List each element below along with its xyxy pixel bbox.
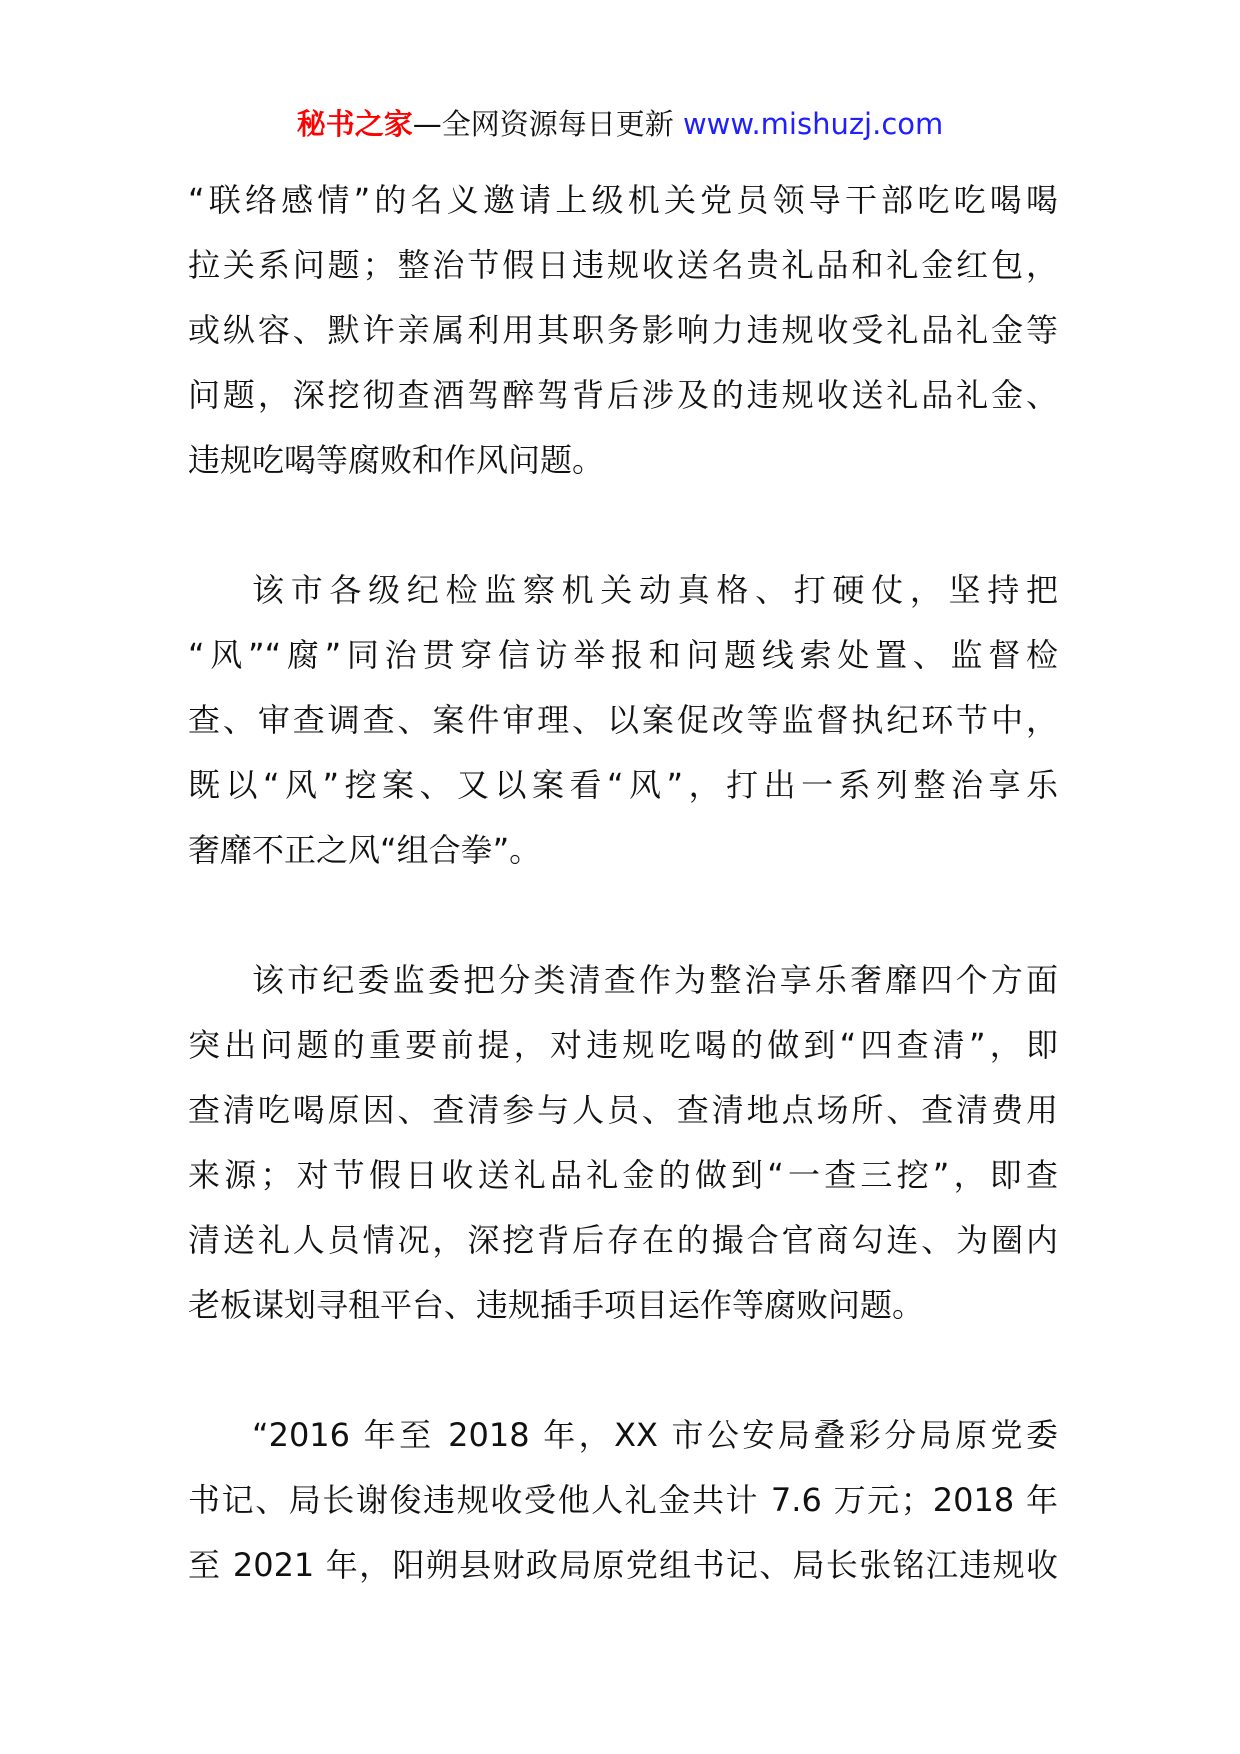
text-line: “2016 年至 2018 年，XX 市公安局叠彩分局原党委	[252, 1416, 1058, 1454]
text-line: “联络感情”的名义邀请上级机关党员领导干部吃吃喝喝	[188, 181, 1058, 219]
text-line: 或纵容、默许亲属利用其职务影响力违规收受礼品礼金等	[188, 311, 1058, 349]
brand-name: 秘书之家	[296, 107, 413, 141]
site-url-link[interactable]: www.mishuzj.com	[682, 107, 944, 141]
text-line: 老板谋划寻租平台、违规插手项目运作等腐败问题。	[188, 1286, 925, 1324]
paragraph-1	[188, 168, 1058, 493]
text-line: 至 2021 年，阳朔县财政局原党组书记、局长张铭江违规收	[188, 1546, 1058, 1584]
text-line: 拉关系问题；整治节假日违规收送名贵礼品和礼金红包，	[188, 246, 1058, 284]
paragraph-spacer	[188, 493, 1058, 558]
text-line: 书记、局长谢俊违规收受他人礼金共计 7.6 万元；2018 年	[188, 1481, 1058, 1519]
text-line: 该市纪委监委把分类清查作为整治享乐奢靡四个方面	[252, 961, 1058, 999]
paragraph-2	[188, 558, 1058, 883]
paragraph-spacer	[188, 1338, 1058, 1403]
text-line: 既以“风”挖案、又以案看“风”，打出一系列整治享乐	[188, 766, 1058, 804]
text-line: 问题，深挖彻查酒驾醉驾背后涉及的违规收送礼品礼金、	[188, 376, 1058, 414]
paragraph-4	[188, 1403, 1058, 1598]
text-line: 查、审查调查、案件审理、以案促改等监督执纪环节中，	[188, 701, 1058, 739]
text-line: 突出问题的重要前提，对违规吃喝的做到“四查清”，即	[188, 1026, 1058, 1064]
paragraph-3	[188, 948, 1058, 1338]
text-line: 清送礼人员情况，深挖背后存在的撮合官商勾连、为圈内	[188, 1221, 1058, 1259]
text-line: 来源；对节假日收送礼品礼金的做到“一查三挖”，即查	[188, 1156, 1058, 1194]
page-header	[0, 104, 1240, 144]
text-line: 违规吃喝等腐败和作风问题。	[188, 441, 605, 479]
document-body	[188, 168, 1058, 1598]
paragraph-spacer	[188, 883, 1058, 948]
text-line: 该市各级纪检监察机关动真格、打硬仗，坚持把	[252, 571, 1058, 609]
text-line: “风”“腐”同治贯穿信访举报和问题线索处置、监督检	[188, 636, 1058, 674]
text-line: 查清吃喝原因、查清参与人员、查清地点场所、查清费用	[188, 1091, 1058, 1129]
text-line: 奢靡不正之风“组合拳”。	[188, 831, 542, 869]
header-tagline: —全网资源每日更新	[412, 107, 683, 141]
